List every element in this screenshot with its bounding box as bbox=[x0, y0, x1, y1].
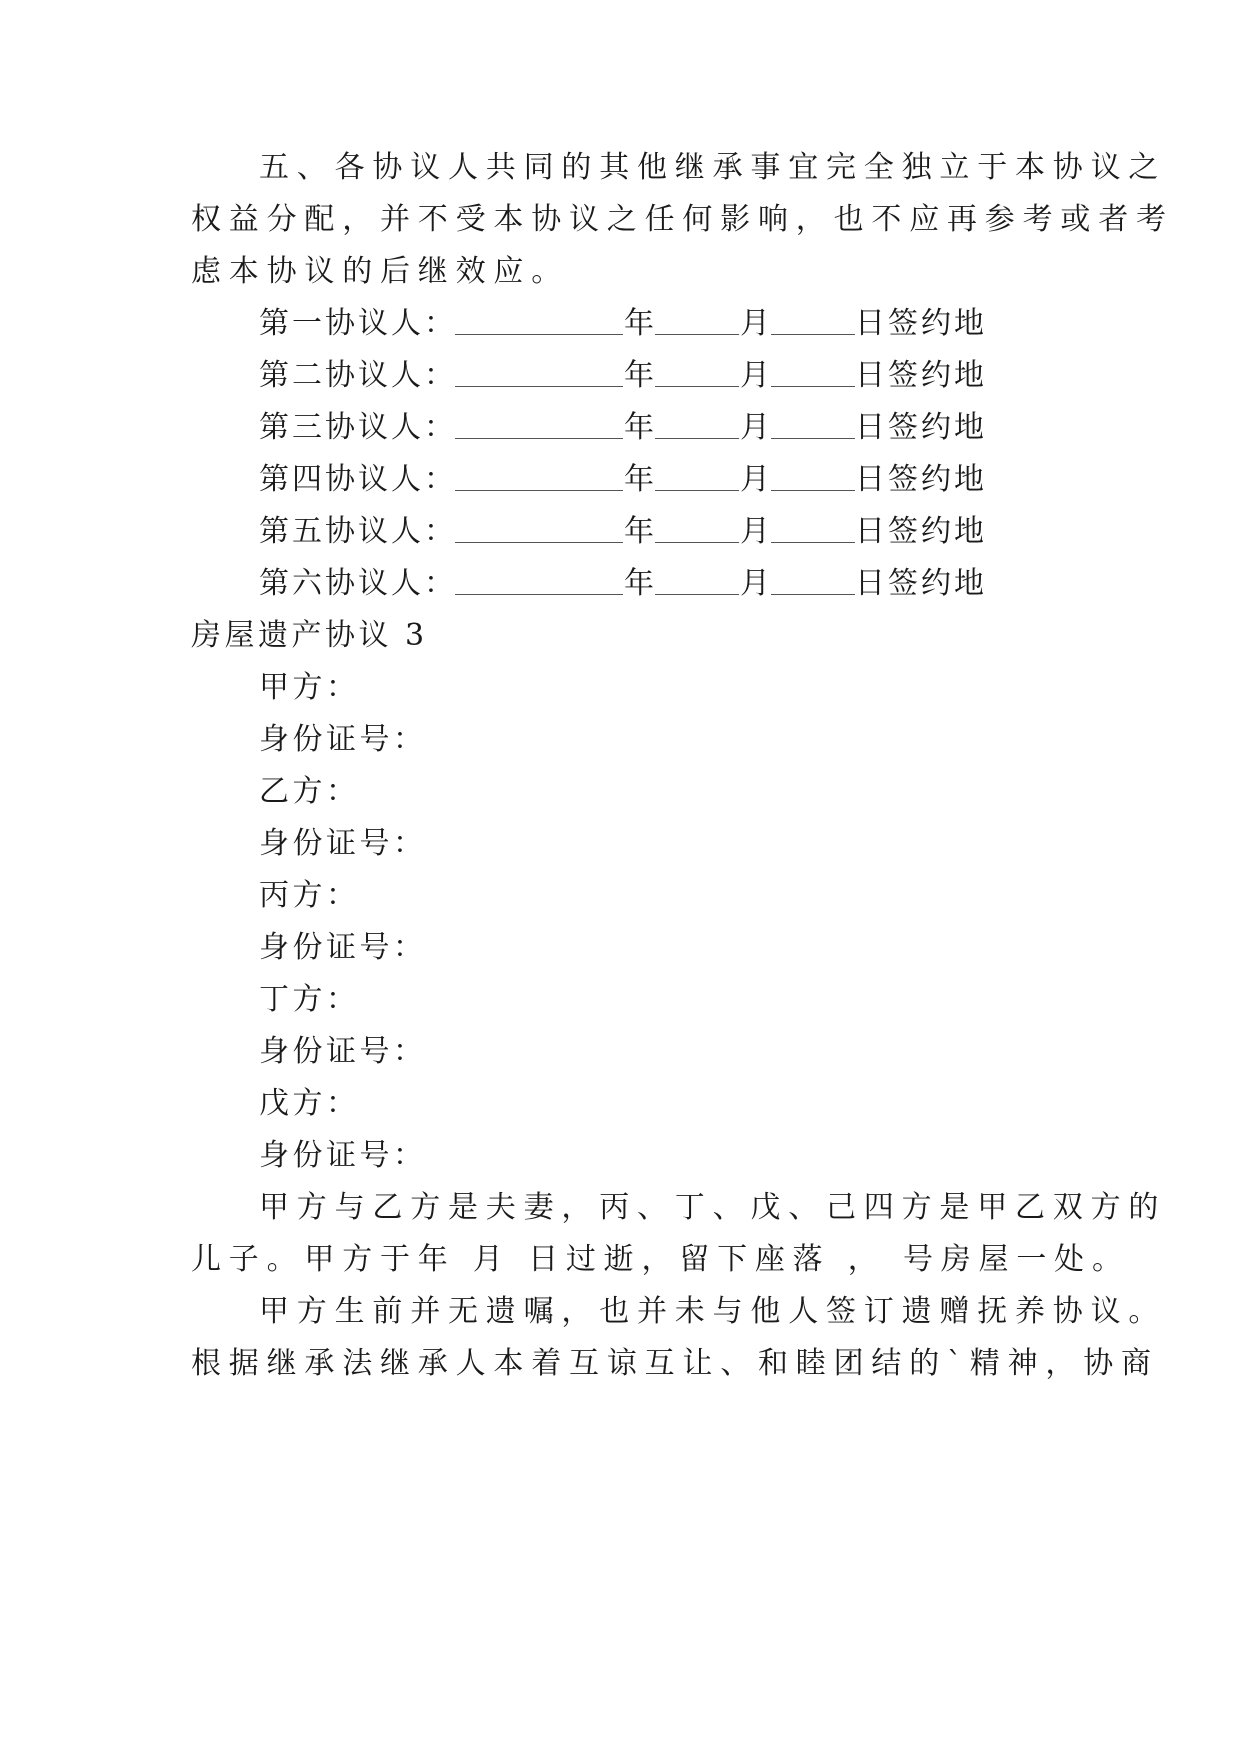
signatory-label: 第六协议人： bbox=[259, 566, 457, 601]
signatory-label: 第四协议人： bbox=[259, 462, 457, 497]
signatory-row bbox=[259, 356, 987, 396]
id-number-line: 身份证号： bbox=[259, 722, 427, 757]
sign-place-label: 日签约地 bbox=[855, 410, 987, 445]
signatory-row bbox=[259, 564, 987, 604]
day-blank bbox=[771, 460, 855, 491]
sign-place-label: 日签约地 bbox=[855, 514, 987, 549]
day-blank bbox=[771, 304, 855, 335]
party-line: 丙方： bbox=[259, 878, 360, 913]
sign-place-label: 日签约地 bbox=[855, 306, 987, 341]
year-label: 年 bbox=[624, 306, 654, 341]
day-blank bbox=[771, 356, 855, 387]
day-blank bbox=[771, 564, 855, 595]
signatory-row bbox=[259, 304, 987, 344]
year-blank bbox=[655, 564, 739, 595]
name-blank bbox=[455, 356, 623, 387]
name-blank bbox=[455, 304, 623, 335]
sign-place-label: 日签约地 bbox=[855, 358, 987, 393]
month-label: 月 bbox=[740, 306, 770, 341]
year-blank bbox=[655, 408, 739, 439]
year-blank bbox=[655, 304, 739, 335]
year-label: 年 bbox=[624, 566, 654, 601]
party-line: 乙方： bbox=[259, 774, 360, 809]
section-heading: 房屋遗产协议 3 bbox=[191, 618, 428, 653]
year-label: 年 bbox=[624, 410, 654, 445]
month-label: 月 bbox=[740, 462, 770, 497]
paragraph-1-line-2: 儿子。甲方于年 月 日过逝，留下座落 ， 号房屋一处。 bbox=[191, 1242, 1130, 1277]
paragraph-2-line-1: 甲方生前并无遗嘱，也并未与他人签订遗赠抚养协议。 bbox=[259, 1294, 1167, 1329]
paragraph-2-line-2: 根据继承法继承人本着互谅互让、和睦团结的`精神，协商 bbox=[191, 1346, 1159, 1381]
name-blank bbox=[455, 408, 623, 439]
id-number-line: 身份证号： bbox=[259, 930, 427, 965]
year-blank bbox=[655, 460, 739, 491]
party-line: 丁方： bbox=[259, 982, 360, 1017]
sign-place-label: 日签约地 bbox=[855, 566, 987, 601]
signatory-label: 第三协议人： bbox=[259, 410, 457, 445]
signatory-label: 第一协议人： bbox=[259, 306, 457, 341]
paragraph-1-line-1: 甲方与乙方是夫妻，丙、丁、戊、己四方是甲乙双方的 bbox=[259, 1190, 1167, 1225]
signatory-row bbox=[259, 408, 987, 448]
section5-line-1: 五、各协议人共同的其他继承事宜完全独立于本协议之 bbox=[259, 150, 1167, 185]
party-line: 甲方： bbox=[259, 670, 360, 705]
year-label: 年 bbox=[624, 462, 654, 497]
month-label: 月 bbox=[740, 358, 770, 393]
month-label: 月 bbox=[740, 514, 770, 549]
year-blank bbox=[655, 356, 739, 387]
signatory-label: 第二协议人： bbox=[259, 358, 457, 393]
signatory-row bbox=[259, 460, 987, 500]
month-label: 月 bbox=[740, 410, 770, 445]
party-line: 戊方： bbox=[259, 1086, 360, 1121]
id-number-line: 身份证号： bbox=[259, 1138, 427, 1173]
section5-line-2: 权益分配，并不受本协议之任何影响，也不应再参考或者考 bbox=[191, 202, 1174, 237]
day-blank bbox=[771, 512, 855, 543]
sign-place-label: 日签约地 bbox=[855, 462, 987, 497]
signatory-row bbox=[259, 512, 987, 552]
day-blank bbox=[771, 408, 855, 439]
name-blank bbox=[455, 512, 623, 543]
name-blank bbox=[455, 460, 623, 491]
year-label: 年 bbox=[624, 358, 654, 393]
id-number-line: 身份证号： bbox=[259, 1034, 427, 1069]
section5-line-3: 虑本协议的后继效应。 bbox=[191, 254, 569, 289]
month-label: 月 bbox=[740, 566, 770, 601]
year-label: 年 bbox=[624, 514, 654, 549]
name-blank bbox=[455, 564, 623, 595]
signatory-label: 第五协议人： bbox=[259, 514, 457, 549]
year-blank bbox=[655, 512, 739, 543]
id-number-line: 身份证号： bbox=[259, 826, 427, 861]
